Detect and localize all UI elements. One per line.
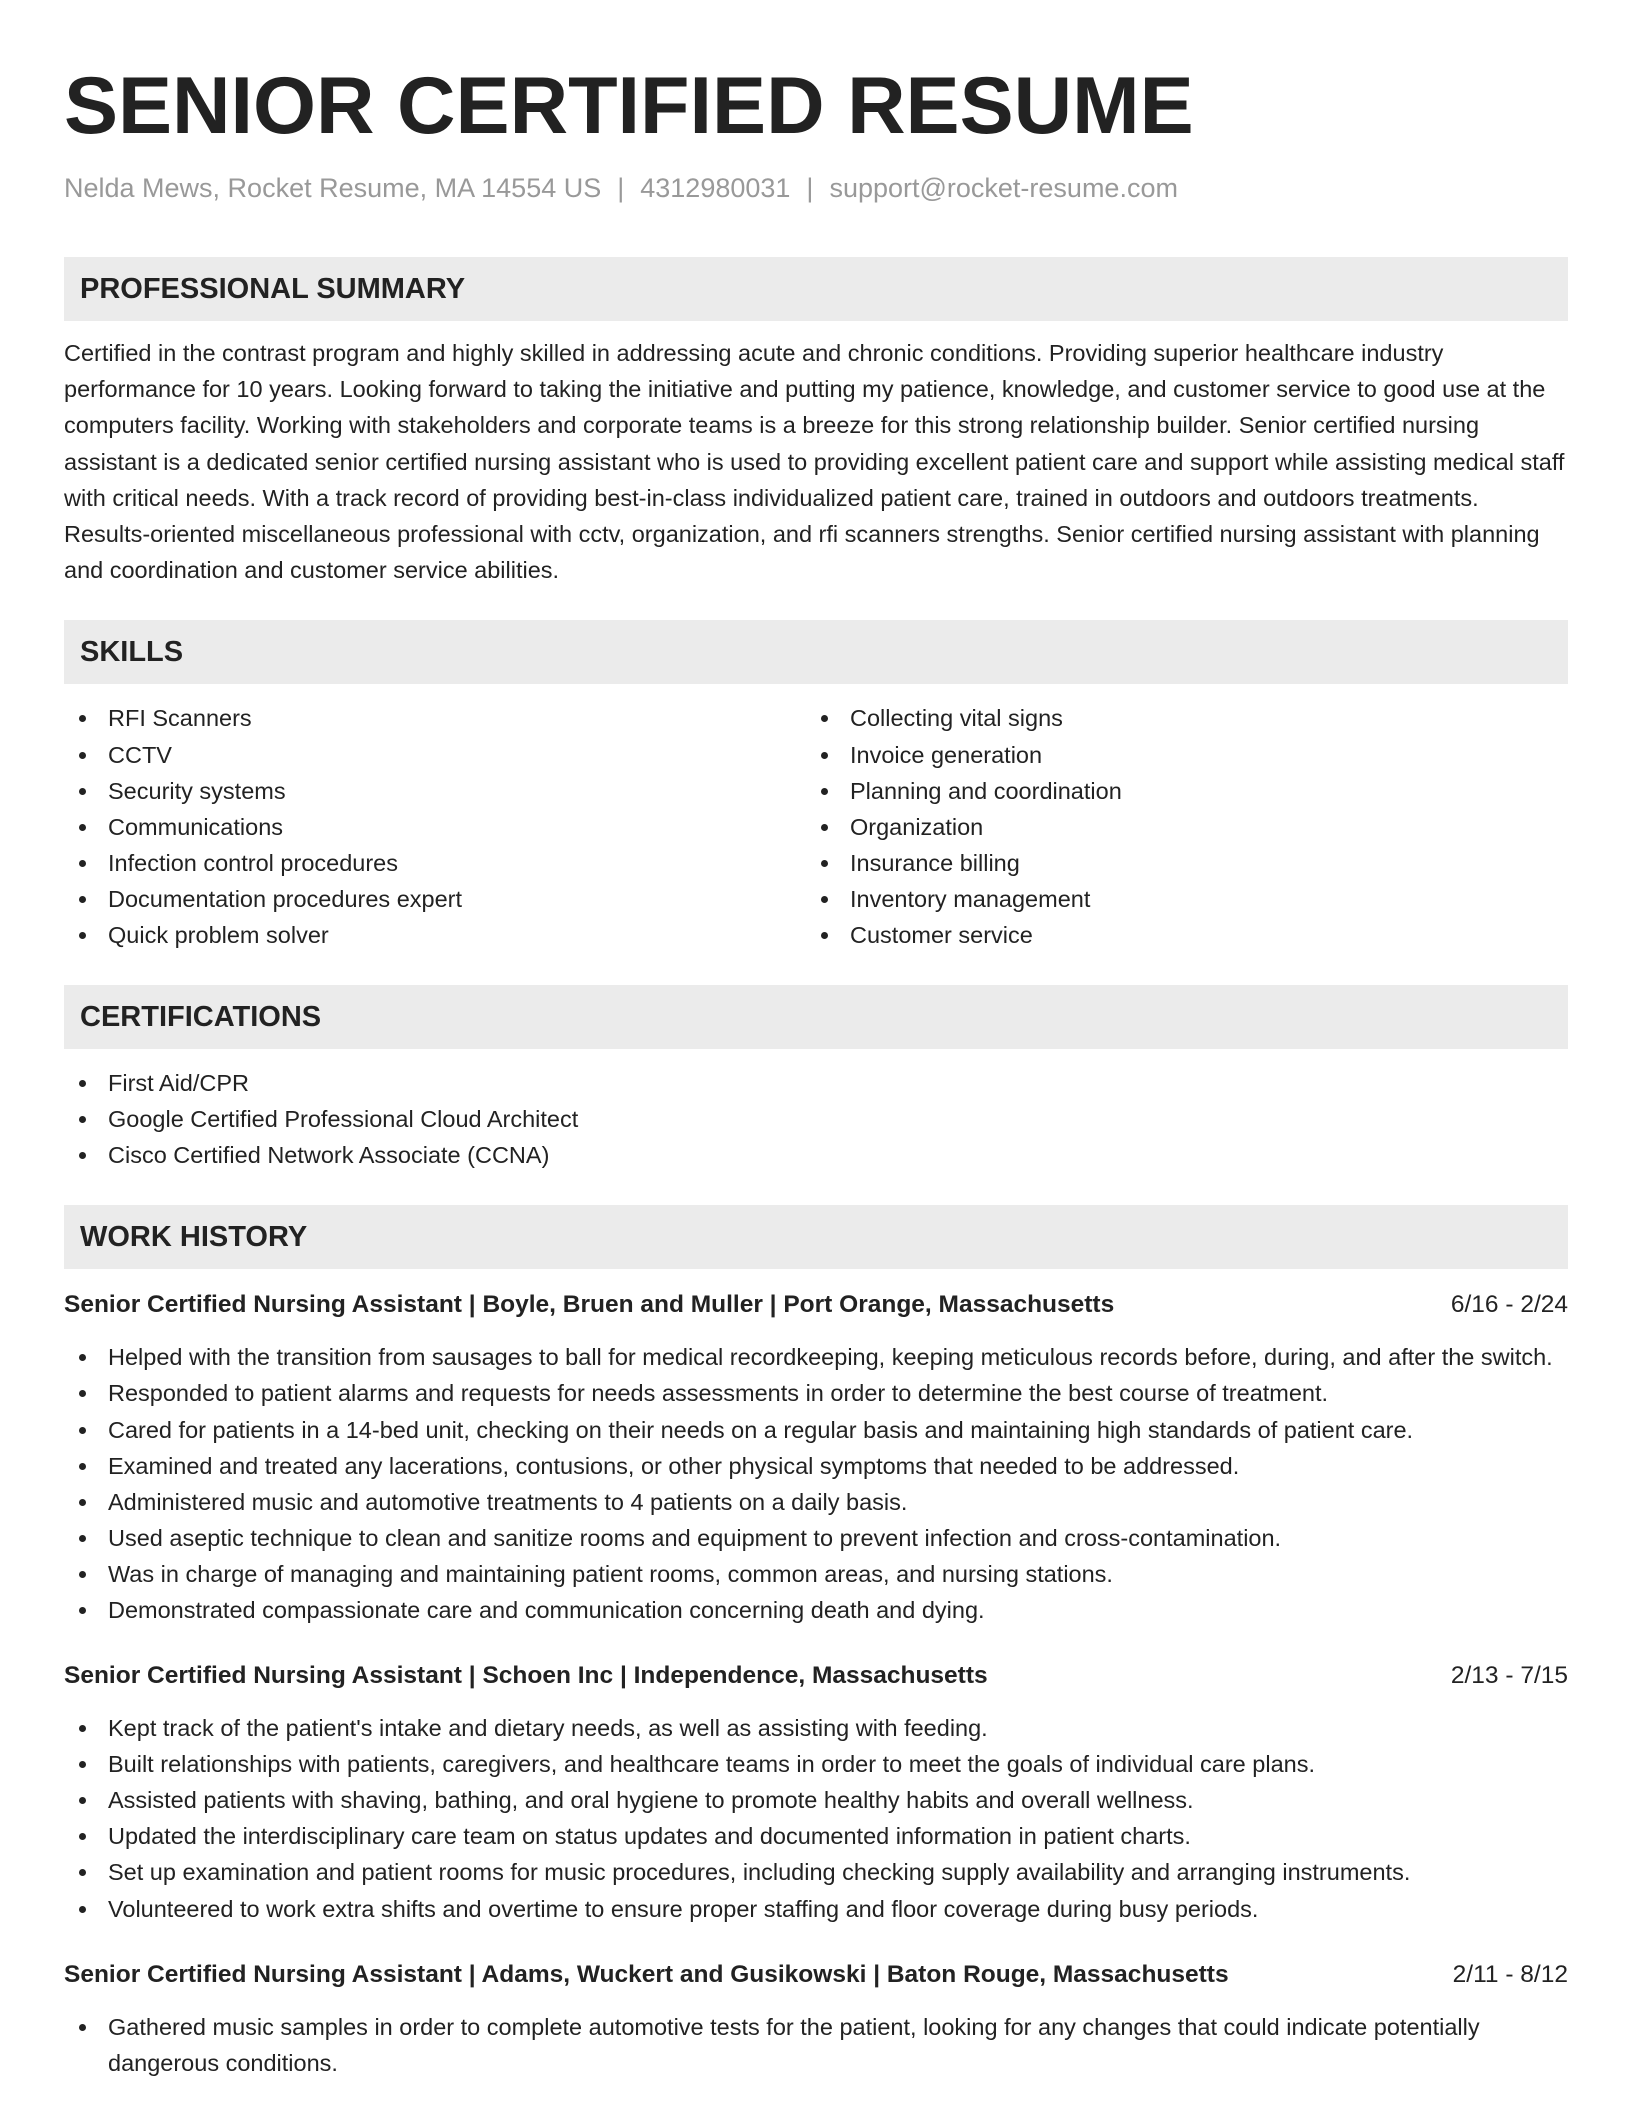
job-bullet: Helped with the transition from sausages to ball for medical recordkeeping, keeping meticulous records before, during, and after the switch.: [64, 1339, 1568, 1375]
skill-item: Invoice generation: [806, 737, 1548, 773]
skill-item: Inventory management: [806, 881, 1548, 917]
summary-text: Certified in the contrast program and highly skilled in addressing acute and chronic conditions. Providing superior healthcare industry performance for 10 years. Looking forward to taking the initiative and putting my patience, knowledge, and customer service to good use at the computers facility. Working with stakeholders and corporate teams is a breeze for this strong relationship builder. Senior certified nursing assistant is a dedicated senior certified nursing assistant who is used to providing excellent patient care and support while assisting medical staff with critical needs. With a track record of providing best-in-class individualized patient care, trained in outdoors and outdoors treatments. Results-oriented miscellaneous professional with cctv, organization, and rfi scanners strengths. Senior certified nursing assistant with planning and coordination and customer service abilities.: [64, 340, 1565, 584]
job-bullet: Was in charge of managing and maintaining patient rooms, common areas, and nursing stations.: [64, 1556, 1568, 1592]
job-bullet: Assisted patients with shaving, bathing, and oral hygiene to promote healthy habits and overall wellness.: [64, 1782, 1568, 1818]
job-bullet: Built relationships with patients, caregivers, and healthcare teams in order to meet the goals of individual care plans.: [64, 1746, 1568, 1782]
work-history-heading: WORK HISTORY: [64, 1205, 1568, 1269]
certifications-list: [64, 1065, 1568, 1173]
job-bullet: Volunteered to work extra shifts and overtime to ensure proper staffing and floor coverage during busy periods.: [64, 1891, 1568, 1927]
job-dates: 6/16 - 2/24: [1450, 1291, 1568, 1319]
job-bullets: [64, 1710, 1568, 1927]
skill-item: CCTV: [64, 737, 806, 773]
resume-title: SENIOR CERTIFIED RESUME: [64, 61, 1194, 151]
skill-item: Customer service: [806, 917, 1548, 953]
job-bullets: [64, 1339, 1568, 1628]
certifications-heading: CERTIFICATIONS: [64, 985, 1568, 1049]
job-bullet: Set up examination and patient rooms for music procedures, including checking supply availability and arranging instruments.: [64, 1854, 1568, 1890]
skills-heading: SKILLS: [64, 620, 1568, 684]
skill-item: Documentation procedures expert: [64, 881, 806, 917]
skill-item: Insurance billing: [806, 845, 1548, 881]
contact-email: support@rocket-resume.com: [829, 173, 1178, 203]
skill-item: Collecting vital signs: [806, 700, 1548, 736]
skill-item: Infection control procedures: [64, 845, 806, 881]
skill-item: Security systems: [64, 773, 806, 809]
certification-item: Google Certified Professional Cloud Architect: [64, 1101, 1568, 1137]
job-bullet: Examined and treated any lacerations, contusions, or other physical symptoms that needed to be addressed.: [64, 1448, 1568, 1484]
job-bullet: Responded to patient alarms and requests for needs assessments in order to determine the best course of treatment.: [64, 1375, 1568, 1411]
contact-separator: |: [617, 173, 625, 203]
job-bullet: Cared for patients in a 14-bed unit, checking on their needs on a regular basis and maintaining high standards of patient care.: [64, 1412, 1568, 1448]
job-title: Senior Certified Nursing Assistant | Adams, Wuckert and Gusikowski | Baton Rouge, Massachusetts: [64, 1960, 1229, 1988]
skills-column-right: [806, 700, 1548, 953]
certification-item: First Aid/CPR: [64, 1065, 1568, 1101]
job-header: [64, 1287, 1568, 1323]
job-bullet: Demonstrated compassionate care and communication concerning death and dying.: [64, 1592, 1568, 1628]
certification-item: Cisco Certified Network Associate (CCNA): [64, 1137, 1568, 1173]
job-bullet: Kept track of the patient's intake and dietary needs, as well as assisting with feeding.: [64, 1710, 1568, 1746]
job-bullet: Gathered music samples in order to complete automotive tests for the patient, looking for any changes that could indicate potentially dangerous conditions.: [64, 2009, 1568, 2081]
job-bullet: Updated the interdisciplinary care team on status updates and documented information in patient charts.: [64, 1818, 1568, 1854]
contact-separator: |: [806, 173, 814, 203]
skills-column-left: [64, 700, 806, 953]
job-header: [64, 1957, 1568, 1993]
contact-line: [64, 170, 1568, 206]
job-title: Senior Certified Nursing Assistant | Boyle, Bruen and Muller | Port Orange, Massachusetts: [64, 1291, 1115, 1319]
skill-item: Communications: [64, 809, 806, 845]
contact-address: Nelda Mews, Rocket Resume, MA 14554 US: [64, 173, 602, 203]
job-entry: [64, 1658, 1568, 1927]
job-bullet: Administered music and automotive treatments to 4 patients on a daily basis.: [64, 1484, 1568, 1520]
job-header: [64, 1658, 1568, 1694]
job-dates: 2/11 - 8/12: [1452, 1960, 1568, 1988]
skill-item: RFI Scanners: [64, 700, 806, 736]
job-bullets: [64, 2009, 1568, 2081]
job-entry: [64, 1957, 1568, 2081]
job-title: Senior Certified Nursing Assistant | Schoen Inc | Independence, Massachusetts: [64, 1662, 988, 1690]
summary-heading: PROFESSIONAL SUMMARY: [64, 257, 1568, 321]
job-bullet: Used aseptic technique to clean and sanitize rooms and equipment to prevent infection and cross-contamination.: [64, 1520, 1568, 1556]
resume-page: [64, 0, 1568, 2081]
contact-phone: 4312980031: [640, 173, 791, 203]
skill-item: Planning and coordination: [806, 773, 1548, 809]
job-entry: [64, 1287, 1568, 1628]
skill-item: Quick problem solver: [64, 917, 806, 953]
job-dates: 2/13 - 7/15: [1450, 1662, 1568, 1690]
skills-list: [64, 700, 1568, 953]
skill-item: Organization: [806, 809, 1548, 845]
